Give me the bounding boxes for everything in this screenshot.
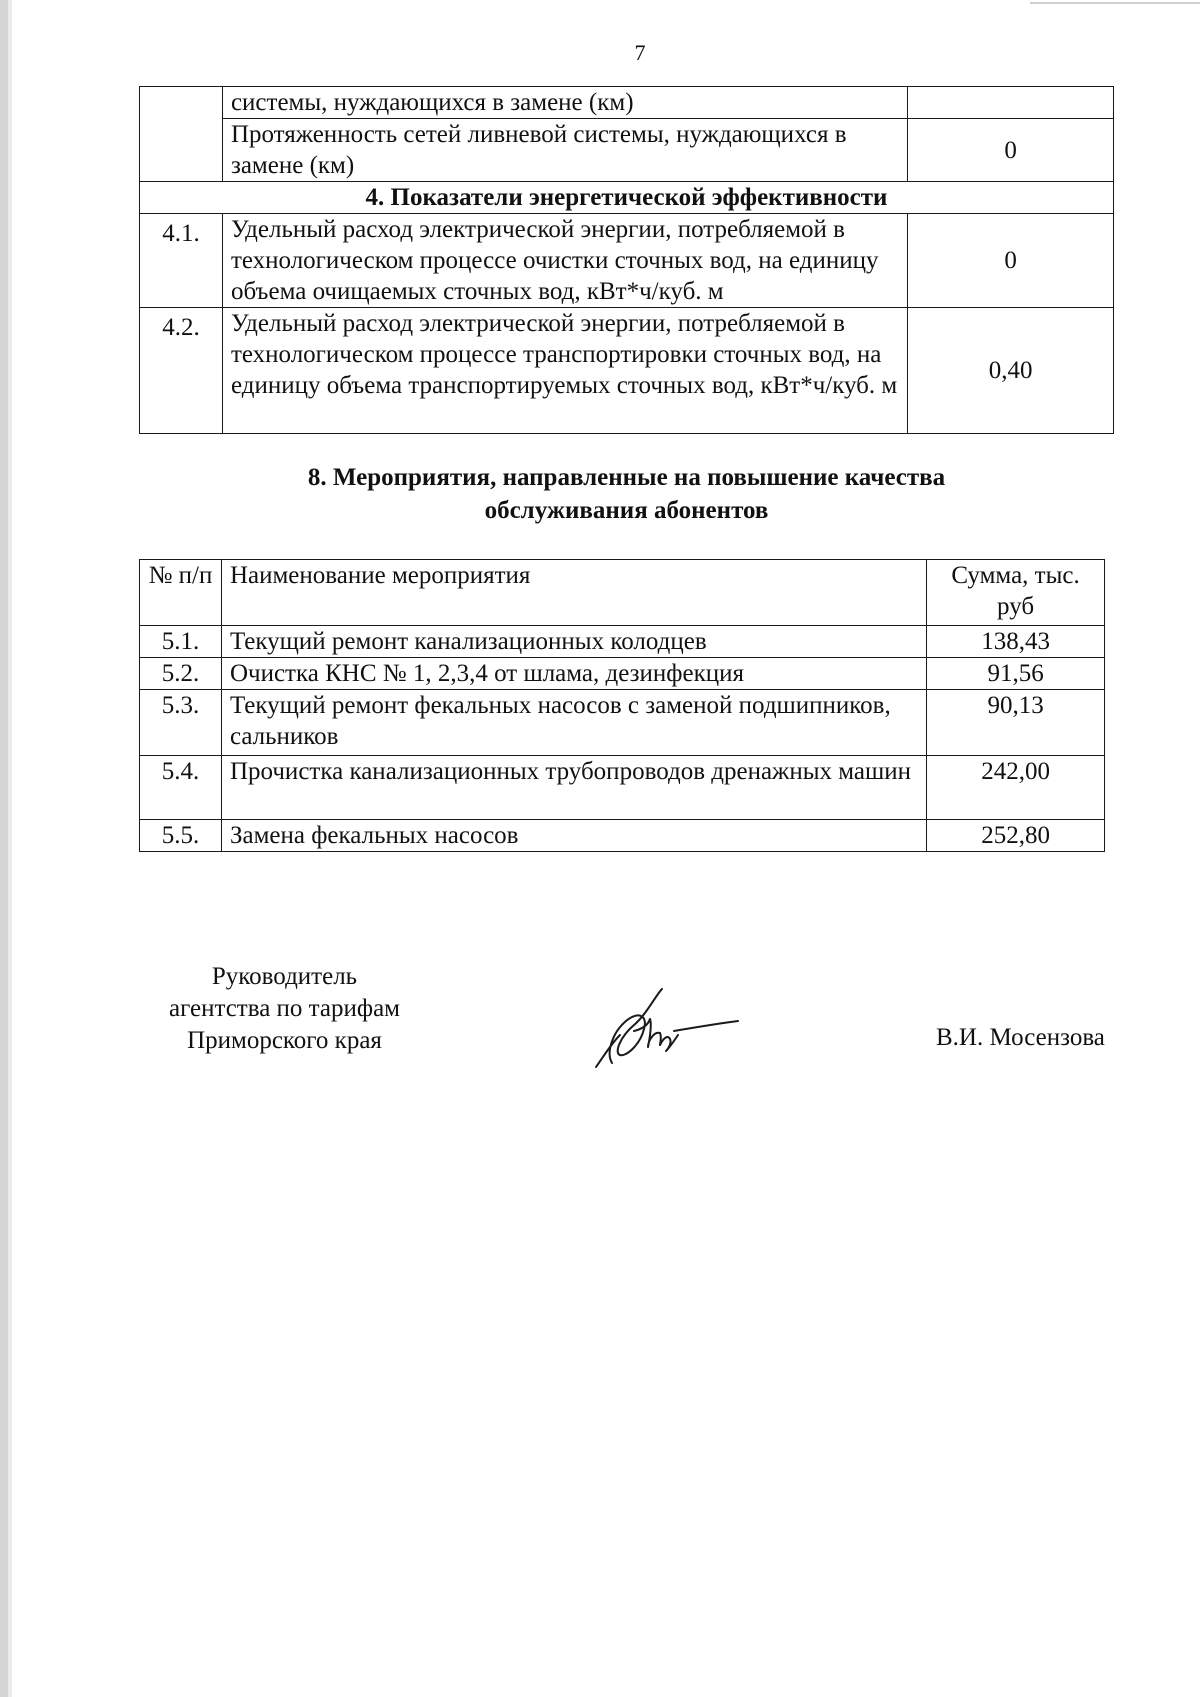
table-row: [140, 119, 1114, 182]
page-number: 7: [634, 40, 646, 65]
row-text: системы, нуждающихся в замене (км): [222, 87, 907, 119]
row-name: Прочистка канализационных трубопроводов дренажных машин: [221, 756, 926, 820]
row-sum: 91,56: [927, 658, 1105, 690]
row-text: Удельный расход электрической энергии, потребляемой в технологическом процессе очистки сточных вод, на единицу объема очищаемых сточных вод, кВт*ч/куб. м: [222, 214, 907, 308]
scan-top-line: [1030, 2, 1200, 4]
table-row: [140, 690, 1105, 756]
table-row: [140, 308, 1114, 434]
row-number: 5.5.: [140, 820, 222, 852]
row-number: 5.1.: [140, 626, 222, 658]
indicators-table: [139, 86, 1114, 434]
row-sum: 242,00: [927, 756, 1105, 820]
row-sum: 90,13: [927, 690, 1105, 756]
row-sum: 138,43: [927, 626, 1105, 658]
header-name: Наименование мероприятия: [221, 560, 926, 626]
section-heading-line1: 8. Мероприятия, направленные на повышение качества: [307, 464, 946, 491]
row-number: 4.1.: [140, 214, 223, 308]
table-header-row: [140, 560, 1105, 626]
table-row: [140, 626, 1105, 658]
table-row: [140, 658, 1105, 690]
signatory-name: В.И. Мосензова: [936, 1024, 1105, 1051]
position-line3: Приморского края: [187, 1027, 382, 1054]
row-name: Текущий ремонт канализационных колодцев: [221, 626, 926, 658]
section-heading: [139, 461, 1114, 527]
row-text: Протяженность сетей ливневой системы, нуждающихся в замене (км): [222, 119, 907, 182]
row-name: Текущий ремонт фекальных насосов с заменой подшипников, сальников: [221, 690, 926, 756]
position-line2: агентства по тарифам: [168, 995, 401, 1022]
row-name: Очистка КНС № 1, 2,3,4 от шлама, дезинфекция: [221, 658, 926, 690]
row-sum: 252,80: [927, 820, 1105, 852]
row-text: Удельный расход электрической энергии, потребляемой в технологическом процессе транспортировки сточных вод, на единицу объема транспортируемых сточных вод, кВт*ч/куб. м: [222, 308, 907, 434]
section-title: 4. Показатели энергетической эффективности: [140, 182, 1114, 214]
scan-edge: [0, 0, 8, 1697]
row-number-empty: [140, 87, 223, 182]
section-heading-line2: обслуживания абонентов: [484, 497, 769, 524]
table-row: [140, 820, 1105, 852]
table-row: [140, 214, 1114, 308]
measures-table: [139, 559, 1105, 852]
scan-edge-inner: [8, 0, 12, 1697]
row-value: 0,40: [908, 308, 1114, 434]
section-row: [140, 182, 1114, 214]
row-value: [908, 87, 1114, 119]
row-number: 5.2.: [140, 658, 222, 690]
table-row: [140, 756, 1105, 820]
position-line1: Руководитель: [211, 963, 358, 990]
row-value: 0: [908, 214, 1114, 308]
row-number: 4.2.: [140, 308, 223, 434]
header-sum: Сумма, тыс. руб: [927, 560, 1105, 626]
signatory-position: [141, 961, 428, 1057]
header-number: № п/п: [140, 560, 222, 626]
row-value: 0: [908, 119, 1114, 182]
handwritten-signature: [590, 985, 740, 1070]
row-name: Замена фекальных насосов: [221, 820, 926, 852]
row-number: 5.4.: [140, 756, 222, 820]
table-row: [140, 87, 1114, 119]
row-number: 5.3.: [140, 690, 222, 756]
